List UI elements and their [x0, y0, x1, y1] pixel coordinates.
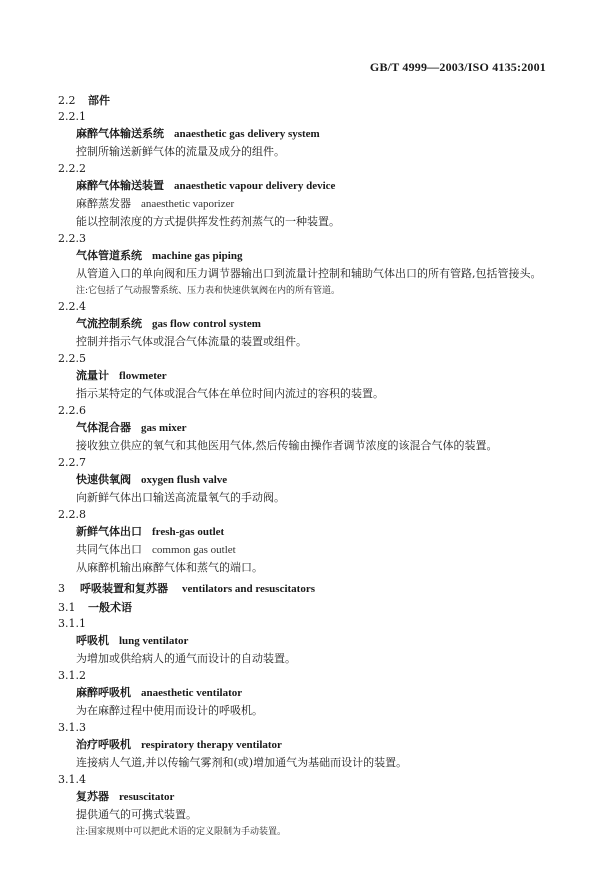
- term-definition: 从麻醉机输出麻醉气体和蒸气的端口。: [76, 561, 263, 574]
- term-chinese: 麻醉气体输送装置: [76, 179, 164, 192]
- term-english: gas flow control system: [152, 318, 261, 330]
- term-definition: 从管道入口的单向阀和压力调节器输出口到流量计控制和辅助气体出口的所有管路,包括管接头。: [76, 267, 542, 280]
- term-english: anaesthetic gas delivery system: [174, 128, 320, 140]
- term-english: gas mixer: [141, 422, 187, 434]
- alt-term-english: anaesthetic vaporizer: [141, 198, 235, 210]
- document-body: [58, 92, 558, 840]
- section-title: 部件: [88, 94, 110, 107]
- section-number: 2.2: [58, 94, 76, 107]
- note: 注:国家规则中可以把此术语的定义限制为手动装置。: [76, 827, 287, 837]
- alt-term-chinese: 麻醉蒸发器: [76, 197, 131, 210]
- term-clause: [58, 455, 558, 507]
- term-clause: [58, 109, 558, 161]
- term-heading: [76, 632, 558, 650]
- term-english: anaesthetic vapour delivery device: [174, 180, 336, 192]
- clause-number: 2.2.5: [58, 352, 86, 365]
- note: 注:它包括了气动报警系统、压力表和快速供氧阀在内的所有管道。: [76, 286, 341, 296]
- term-clause: [58, 507, 558, 577]
- term-chinese: 呼吸机: [76, 634, 109, 647]
- term-chinese: 流量计: [76, 369, 109, 382]
- standard-number-header: GB/T 4999—2003/ISO 4135:2001: [369, 60, 546, 74]
- chapter-title-english: ventilators and resuscitators: [182, 583, 316, 595]
- term-english: resuscitator: [119, 791, 175, 803]
- term-chinese: 麻醉气体输送系统: [76, 127, 164, 140]
- term-heading: [76, 523, 558, 541]
- term-chinese: 气体混合器: [76, 421, 131, 434]
- term-clause: [58, 772, 558, 840]
- clause-number: 3.1.2: [58, 669, 86, 682]
- term-heading: [76, 367, 558, 385]
- term-clause: [58, 351, 558, 403]
- term-heading: [76, 125, 558, 143]
- term-chinese: 麻醉呼吸机: [76, 686, 131, 699]
- term-heading: [76, 419, 558, 437]
- clause-number: 3.1.4: [58, 773, 86, 786]
- clause-number: 2.2.4: [58, 300, 86, 313]
- chapter-heading: [58, 579, 558, 599]
- term-definition: 连接病人气道,并以传输气雾剂和(或)增加通气为基础而设计的装置。: [76, 756, 408, 769]
- term-chinese: 气体管道系统: [76, 249, 142, 262]
- clause-number: 2.2.6: [58, 404, 86, 417]
- term-definition: 向新鲜气体出口输送高流量氧气的手动阀。: [76, 491, 285, 504]
- term-definition: 为增加或供给病人的通气而设计的自动装置。: [76, 652, 296, 665]
- term-clause: [58, 616, 558, 668]
- term-heading: [76, 315, 558, 333]
- term-heading: [76, 736, 558, 754]
- section-heading: [58, 599, 558, 616]
- term-heading: [76, 684, 558, 702]
- term-english: fresh-gas outlet: [152, 526, 225, 538]
- term-chinese: 治疗呼吸机: [76, 738, 131, 751]
- alt-term-english: common gas outlet: [152, 544, 236, 556]
- section-title: 一般术语: [88, 601, 132, 614]
- clause-number: 2.2.2: [58, 162, 86, 175]
- section-number: 3.1: [58, 601, 76, 614]
- alternative-term: [76, 541, 558, 559]
- term-chinese: 复苏器: [76, 790, 109, 803]
- term-english: oxygen flush valve: [141, 474, 228, 486]
- term-english: respiratory therapy ventilator: [141, 739, 282, 751]
- term-definition: 接收独立供应的氧气和其他医用气体,然后传输由操作者调节浓度的该混合气体的装置。: [76, 439, 498, 452]
- term-clause: [58, 668, 558, 720]
- alternative-term: [76, 195, 558, 213]
- term-clause: [58, 720, 558, 772]
- clause-number: 2.2.1: [58, 110, 86, 123]
- term-chinese: 新鲜气体出口: [76, 525, 142, 538]
- term-definition: 能以控制浓度的方式提供挥发性药剂蒸气的一种装置。: [76, 215, 340, 228]
- term-heading: [76, 788, 558, 806]
- term-clause: [58, 299, 558, 351]
- section-heading: [58, 92, 558, 109]
- term-heading: [76, 247, 558, 265]
- term-clause: [58, 161, 558, 231]
- term-heading: [76, 177, 558, 195]
- term-definition: 指示某特定的气体或混合气体在单位时间内流过的容积的装置。: [76, 387, 384, 400]
- term-chinese: 快速供氧阀: [76, 473, 131, 486]
- chapter-number: 3: [58, 582, 65, 595]
- clause-number: 2.2.7: [58, 456, 86, 469]
- clause-number: 3.1.1: [58, 617, 86, 630]
- term-chinese: 气流控制系统: [76, 317, 142, 330]
- alt-term-chinese: 共同气体出口: [76, 543, 142, 556]
- term-english: anaesthetic ventilator: [141, 687, 243, 699]
- term-definition: 为在麻醉过程中使用而设计的呼吸机。: [76, 704, 263, 717]
- clause-number: 3.1.3: [58, 721, 86, 734]
- term-english: lung ventilator: [119, 635, 189, 647]
- clause-number: 2.2.3: [58, 232, 86, 245]
- term-definition: 控制并指示气体或混合气体流量的装置或组件。: [76, 335, 307, 348]
- chapter-title-chinese: 呼吸装置和复苏器: [80, 582, 168, 595]
- term-definition: 提供通气的可携式装置。: [76, 808, 197, 821]
- term-clause: [58, 403, 558, 455]
- term-english: machine gas piping: [152, 250, 243, 262]
- term-definition: 控制所输送新鲜气体的流量及成分的组件。: [76, 145, 285, 158]
- term-english: flowmeter: [119, 370, 167, 382]
- term-clause: [58, 231, 558, 299]
- clause-number: 2.2.8: [58, 508, 86, 521]
- term-heading: [76, 471, 558, 489]
